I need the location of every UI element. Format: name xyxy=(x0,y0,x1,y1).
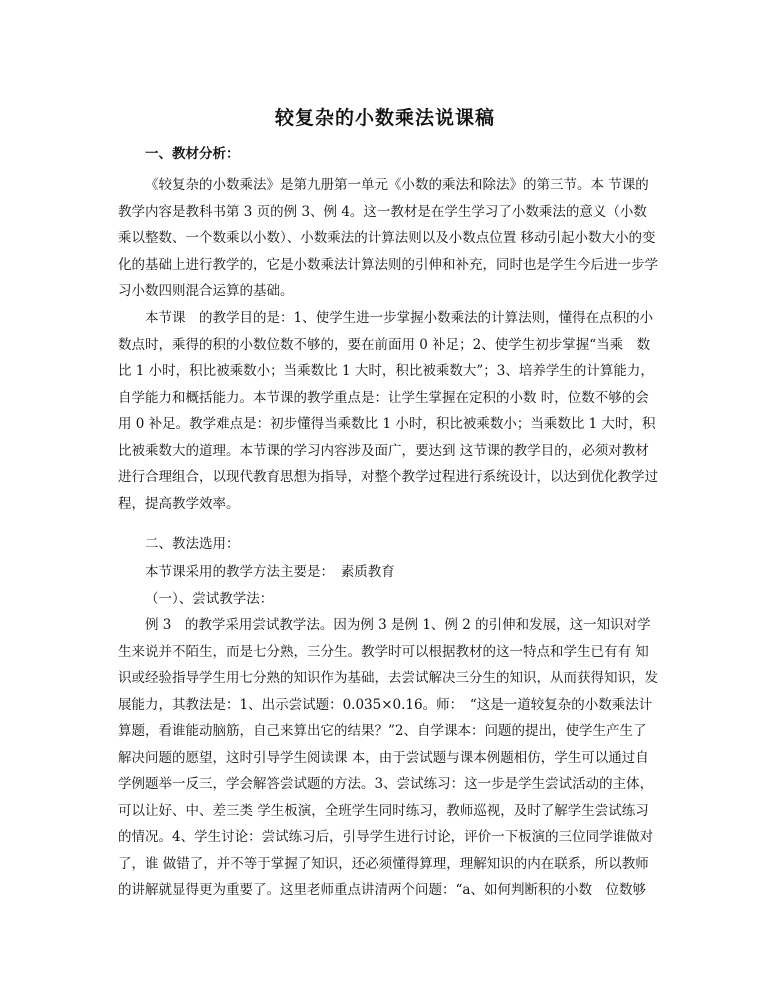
document-title: 较复杂的小数乘法说课稿 xyxy=(274,107,495,129)
paragraph-teaching-goals: 本节课 的教学目的是：1、使学生进一步掌握小数乘法的计算法则，懂得在点积的小数点时，乘得的积的小数位数不够的，要在前面用 0 补足；2、使学生初步掌握“当乘 数比 1 小时，积比被乘数小；当乘数比 1 大时，积比被乘数大”；3、培养学生的计算能力，自学能力和概括能力。本节课的教学重点是：让学生掌握在定积的小数 时，位数不够的会用 0 补足。教学难点是：初步懂得当乘数比 1 小时，积比被乘数小；当乘数比 1 大时，积比被乘数大的道理。本节课的学习内容涉及面广，要达到 这节课的教学目的，必须对教材进行合理组合，以现代教育思想为指导，对整个教学过程进行系统设计，以达到优化教学过程，提高教学效率。 xyxy=(118,310,658,512)
methods-intro-line: 本节课采用的教学方法主要是： 素质教育 xyxy=(145,564,395,580)
paragraph-material-intro: 《较复杂的小数乘法》是第九册第一单元《小数的乘法和除法》的第三节。本 节课的教学内容是教科书第 3 页的例 3、例 4。这一教材是在学生学习了小数乘法的意义（小数乘以整数、一个数乘以小数）、小数乘法的计算法则以及小数点位置 移动引起小数大小的变化的基础上进行教学的，它是小数乘法计算法则的引伸和补充，同时也是学生今后进一步学习小数四则混合运算的基础。 xyxy=(118,177,658,299)
section-heading-analysis: 一、教材分析： xyxy=(145,146,240,162)
section-heading-methods: 二、教法选用： xyxy=(145,536,240,552)
paragraph-trial-method: 例 3 的教学采用尝试教学法。因为例 3 是例 1、例 2 的引伸和发展，这一知识对学生来说并不陌生，而是七分熟，三分生。教学时可以根据教材的这一特点和学生已有有 知识或经验指导学生用七分熟的知识作为基础，去尝试解决三分生的知识，从而获得知识，发展能力，其教法是：1、出示尝试题：0.035×0.16。师： “这是一道较复杂的小数乘法计算题，看谁能动脑筋，自己来算出它的结果？”2、自学课本：问题的提出，使学生产生了解决问题的愿望，这时引导学生阅读课 本，由于尝试题与课本例题相仿，学生可以通过自学例题举一反三，学会解答尝试题的方法。3、尝试练习：这一步是学生尝试活动的主体，可以让好、中、差三类 学生板演，全班学生同时练习，教师巡视，及时了解学生尝试练习的情况。4、学生讨论：尝试练习后，引导学生进行讨论，评价一下板演的三位同学谁做对了，谁 做错了，并不等于掌握了知识，还必须懂得算理，理解知识的内在联系，所以教师的讲解就显得更为重要了。这里老师重点讲清两个问题：“a、如何判断积的小数 位数够 xyxy=(118,617,658,898)
subsection-heading-trial-method: （一）、尝试教学法： xyxy=(145,591,274,607)
